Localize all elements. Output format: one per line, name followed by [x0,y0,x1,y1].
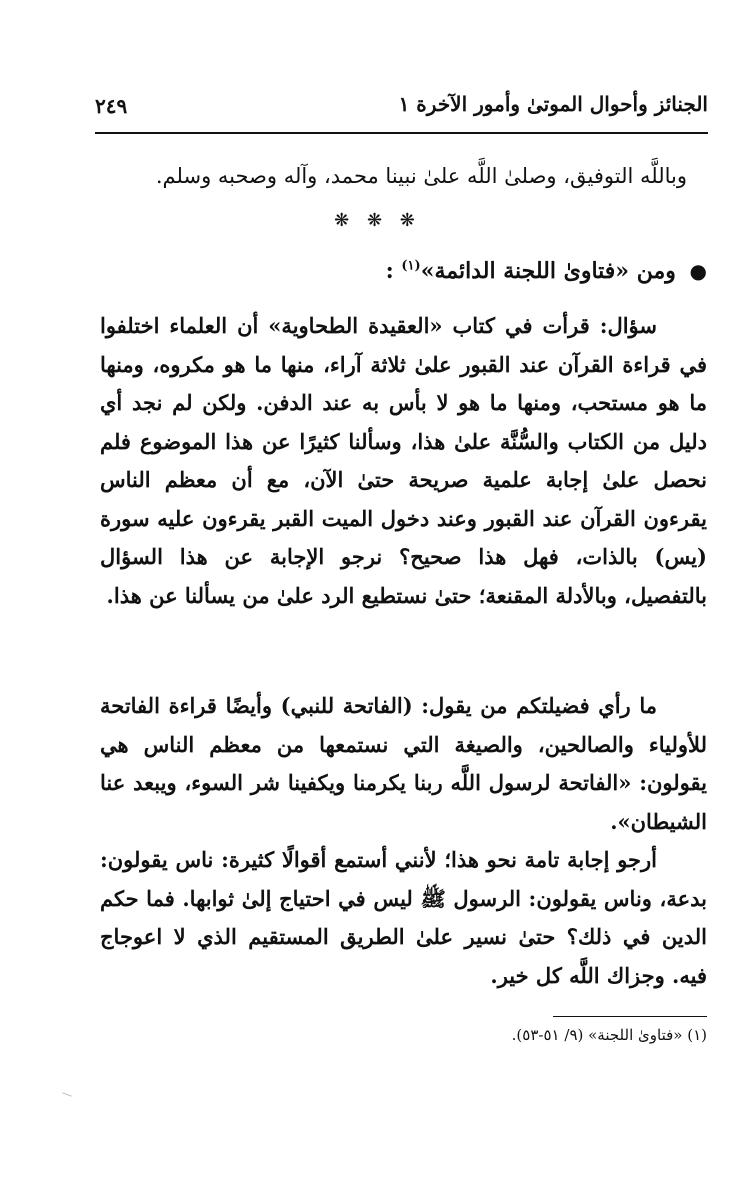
header-rule [95,132,708,134]
running-title: الجنائز وأحوال الموتىٰ وأمور الآخرة ١ [398,92,708,116]
running-header [95,88,708,132]
source-title: ومن «فتاوىٰ اللجنة الدائمة» [420,258,676,284]
page-number: ٢٤٩ [95,94,128,118]
footnote-ref: (١) [401,258,421,274]
footnote: (١) «فتاوىٰ اللجنة» (٩/ ٥١-٥٣). [511,1026,707,1044]
source-colon: : [385,258,394,284]
bullet-icon: ● [689,259,707,283]
section-separator: ❋ ❋ ❋ [334,210,421,231]
question-paragraph: سؤال: قرأت في كتاب «العقيدة الطحاوية» أن العلماء اختلفوا في قراءة القرآن عند القبور علىٰ ثلاثة آراء، منها ما هو مكروه، ومنها ما هو مستحب، ومنها ما هو لا بأس به عند الدفن. ولكن لم نجد أي دليل من الكتاب والسُّنَّة علىٰ هذا، وسألنا كثيرًا عن هذا الموضوع فلم نحصل علىٰ إجابة علمية صريحة حتىٰ الآن، مع أن معظم الناس يقرءون القرآن عند القبور وعند دخول الميت القبر يقرءون عليه سورة (يس) بالذات، فهل هذا صحيح؟ نرجو الإجابة عن هذا السؤال بالتفصيل، وبالأدلة المقنعة؛ حتىٰ نستطيع الرد علىٰ من يسألنا عن هذا. [100,313,707,608]
fatiha-paragraph: ما رأي فضيلتكم من يقول: (الفاتحة للنبي) وأيضًا قراءة الفاتحة للأولياء والصالحين، والصيغة التي نستمعها من معظم الناس هي يقولون: «الفاتحة لرسول اللَّه ربنا يكرمنا ويكفينا شر السوء، ويبعد عنا الشيطان». [100,693,707,834]
fatwa-source-heading [386,258,707,284]
margin-mark [62,1092,72,1096]
closing-line: وباللَّه التوفيق، وصلىٰ اللَّه علىٰ نبينا محمد، وآله وصحبه وسلم. [155,164,687,188]
request-paragraph: أرجو إجابة تامة نحو هذا؛ لأنني أستمع أقوالًا كثيرة: ناس يقولون: بدعة، وناس يقولون: الرسول ﷺ ليس في احتياج إلىٰ ثوابها. فما حكم الدين في ذلك؟ حتىٰ نسير علىٰ الطريق المستقيم الذي لا اعوجاج فيه. وجزاك اللَّه كل خير. [100,847,707,988]
footnote-rule [553,1016,707,1017]
